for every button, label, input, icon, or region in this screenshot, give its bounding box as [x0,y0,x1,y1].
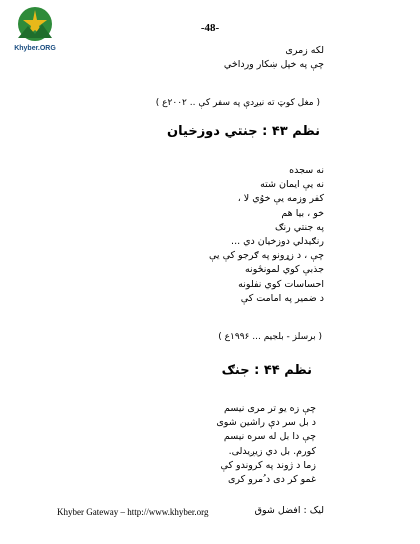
poem-line: زما د ژوند په کروندو کې [220,459,316,471]
poem-heading-43: نظم ۴۳ : جنتي دوزخيان [167,124,320,139]
poem-line: کورم. بل دي زيږيدلى. [228,445,316,457]
poem-line: رنګيدلي دوزخيان دي ... [231,236,324,248]
poem-line: جذبې کوي لمونځونه [244,264,324,276]
poem-line: نه يې ايمان شته [260,179,324,191]
poem-line: احساسات کوي نفلونه [238,278,324,290]
poem-line: چې دا بل له سره نيسم [223,431,316,443]
poem-line: نه سجده [289,165,324,176]
poem-note-2: ( برسلز - بلجيم ... ۱۹۹۶ع ) [218,332,322,342]
poem-block-3 [216,402,316,487]
footer-website: Khyber Gateway – http://www.khyber.org [57,507,209,517]
poem-line: چې په خپل ښکار ورداڅي [223,59,324,71]
poem-line: خو ، بيا هم [281,207,324,219]
poem-block-2 [209,164,324,306]
poem-line: کفر وزمه يې خوُي لا ، [237,193,324,205]
footer-author: ليک : افضل شوق [254,505,324,516]
page-number: -48- [200,22,220,34]
poem-block-1 [224,44,324,72]
poem-line: غمو کر دى د ُمرو کرى [227,474,316,486]
poem-line: د بل سر دې راشين شوى [216,417,316,429]
logo-label: Khyber.ORG [14,45,56,52]
poem-note-1: ( مغل کوټ ته نيږدې په سفر کې .. ۲۰۰۲ع ) [155,98,320,108]
poem-line: په جنتي رنګ [274,221,324,233]
poem-line: د ضمير په امامت کې [240,292,324,304]
poem-line: چې زه يو تر مرى نيسم [224,403,316,414]
poem-line: لکه زمرى [285,45,324,56]
poem-line: چې ، د زړونو په ګرجو کې يې [209,250,324,262]
poem-heading-44: نظم ۴۴ : جنګ [221,363,312,378]
